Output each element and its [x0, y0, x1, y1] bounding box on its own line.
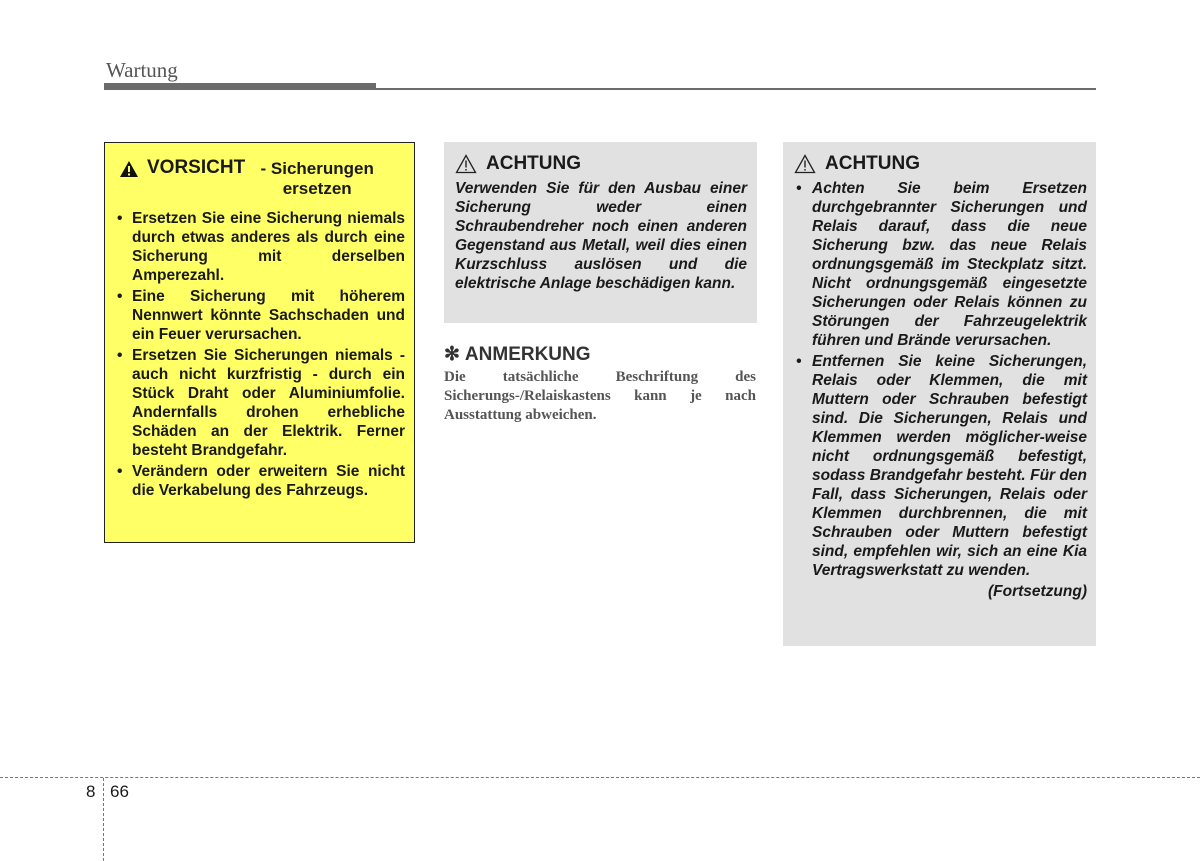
caution-subtitle: - Sicherungen ersetzen — [260, 159, 374, 198]
attention-header — [794, 153, 1087, 175]
caution-item: • Eine Sicherung mit höherem Nennwert könnte Sachschaden und ein Feuer verursachen. — [117, 287, 405, 344]
chapter-number: 8 — [86, 782, 96, 801]
warning-triangle-outline-icon — [455, 154, 477, 174]
caution-item: • Ersetzen Sie Sicherungen niemals - auch nicht kurzfristig - durch ein Stück Draht oder Aluminiumfolie. Andernfalls drohen erhebliche Schäden an der Elektrik. Ferner besteht Brandgefahr. — [117, 346, 405, 460]
note-section — [444, 343, 756, 425]
attention-box-2 — [783, 142, 1096, 646]
attention-box-1 — [444, 142, 757, 323]
attention-text: Verwenden Sie für den Ausbau einer Sicherung weder einen Schraubendreher noch einen anderen Gegenstand aus Metall, weil dies einen Kurzschluss auslösen und die elektrische Anlage beschädigen kann. — [455, 180, 747, 292]
page-header-title: Wartung — [106, 58, 178, 82]
footer-rule — [0, 777, 1200, 778]
attention-title: ACHTUNG — [825, 153, 920, 174]
attention-header — [455, 153, 747, 175]
caution-header — [117, 157, 405, 199]
footer-divider — [103, 778, 104, 861]
note-title: ANMERKUNG — [464, 343, 591, 365]
caution-item: • Verändern oder erweitern Sie nicht die Verkabelung des Fahrzeugs. — [117, 462, 405, 500]
note-text: Die tatsächliche Beschriftung des Sicherungs-/Relaiskastens kann je nach Ausstattung abweichen. — [444, 369, 756, 423]
note-header — [444, 343, 756, 366]
note-star-icon: ✻ — [444, 344, 460, 365]
page-number: 66 — [110, 782, 129, 801]
attention-item: • Achten Sie beim Ersetzen durchgebrannter Sicherungen und Relais darauf, dass die neue Sicherung bzw. das neue Relais ordnungsgemäß im Steckplatz sitzt. Nicht ordnungsgemäß eingesetzte Sicherungen oder Relais können zu Störungen der Fahrzeugelektrik führen und Brände verursachen. — [794, 179, 1087, 350]
warning-triangle-outline-icon — [794, 154, 816, 174]
caution-item: • Ersetzen Sie eine Sicherung niemals durch etwas anderes als durch eine Sicherung mit derselben Amperezahl. — [117, 209, 405, 285]
caution-list — [117, 209, 405, 500]
attention-title: ACHTUNG — [486, 153, 581, 174]
caution-word: VORSICHT — [147, 157, 246, 178]
caution-box — [104, 142, 415, 543]
attention-list — [794, 179, 1087, 580]
continued-label: (Fortsetzung) — [987, 583, 1087, 600]
header-rule — [104, 88, 1096, 90]
warning-triangle-solid-icon — [119, 160, 139, 178]
attention-item: • Entfernen Sie keine Sicherungen, Relais oder Klemmen, die mit Muttern oder Schrauben befestigt sind. Die Sicherungen, Relais und Klemmen werden möglicher-weise nicht ordnungsgemäß befestigt, sodass Brandgefahr besteht. Für den Fall, dass Sicherungen, Relais oder Klemmen durchbrennen, die mit Schrauben oder Muttern befestigt sind, empfehlen wir, sich an eine Kia Vertragswerkstatt zu wenden. — [794, 352, 1087, 580]
